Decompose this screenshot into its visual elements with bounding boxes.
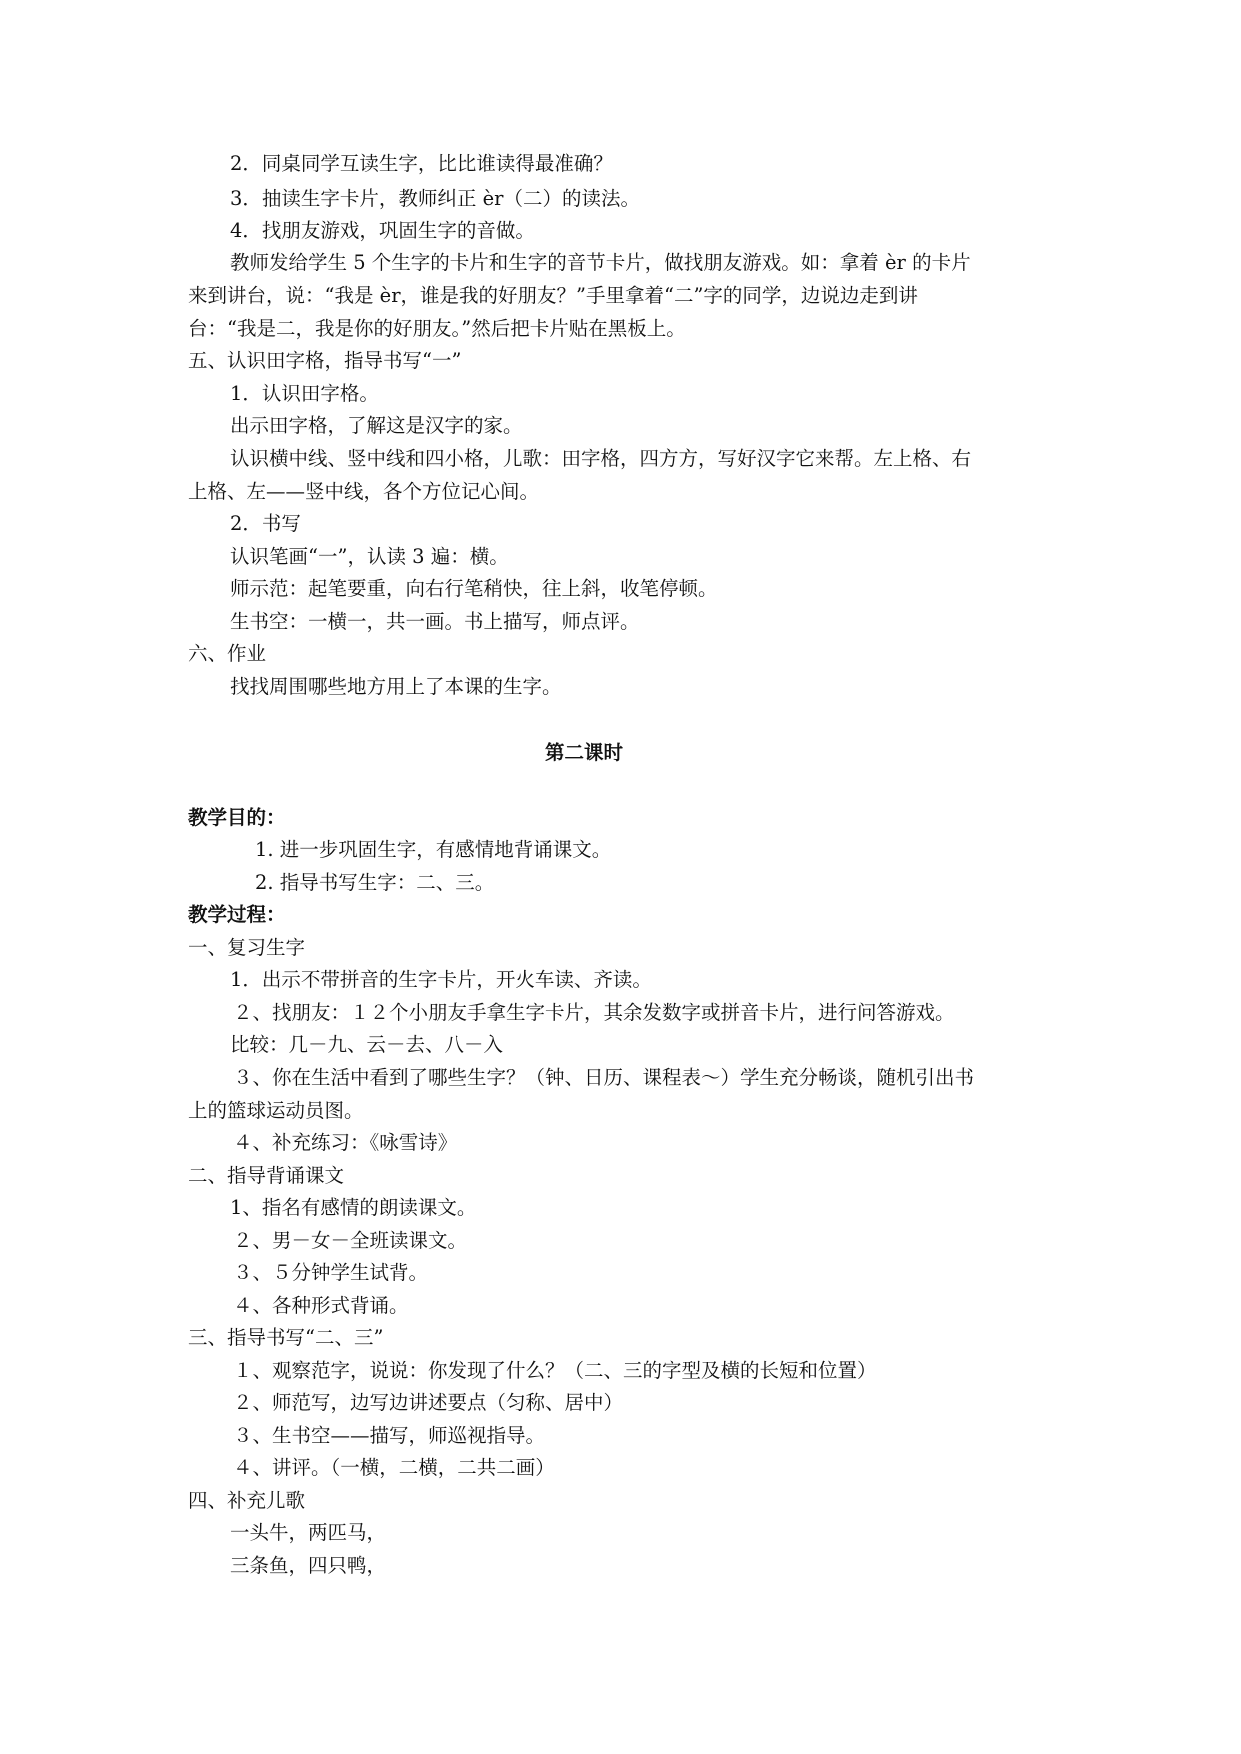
sub-1-show-grid: 出示田字格，了解这是汉字的家。	[230, 414, 523, 437]
lesson-2-title: 第二课时	[544, 741, 623, 764]
recite-item-4: ４、各种形式背诵。	[233, 1294, 409, 1317]
heading-6: 六、作业	[188, 642, 267, 665]
sub-1-grid: 1．认识田字格。	[230, 382, 379, 405]
game-paragraph-line-1: 教师发给学生 5 个生字的卡片和生字的音节卡片，做找朋友游戏。如：拿着 èr 的卡片	[230, 251, 971, 274]
recite-item-3: ３、５分钟学生试背。	[233, 1261, 429, 1284]
teaching-process-label: 教学过程：	[188, 903, 286, 926]
review-item-2: ２、找朋友：１２个小朋友手拿生字卡片，其余发数字或拼音卡片，进行问答游戏。	[233, 1001, 955, 1024]
process-heading-2: 二、指导背诵课文	[188, 1164, 345, 1187]
teaching-goal-label: 教学目的：	[188, 806, 286, 829]
process-heading-1: 一、复习生字	[188, 936, 306, 959]
item-4-friend-game: 4．找朋友游戏，巩固生字的音做。	[230, 219, 535, 242]
sub-1-rhyme-line-1: 认识横中线、竖中线和四小格，儿歌：田字格，四方方，写好汉字它来帮。左上格、右	[230, 447, 972, 470]
process-heading-3: 三、指导书写“二、三”	[188, 1326, 384, 1349]
sub-2-air-writing: 生书空：一横一，共一画。书上描写，师点评。	[230, 610, 640, 633]
item-3-card-reading: 3．抽读生字卡片，教师纠正 èr（二）的读法。	[230, 187, 640, 210]
review-item-1: 1．出示不带拼音的生字卡片，开火车读、齐读。	[230, 968, 652, 991]
review-item-3-line-1: ３、你在生活中看到了哪些生字？（钟、日历、课程表～）学生充分畅谈，随机引出书	[233, 1066, 975, 1089]
game-paragraph-line-2: 来到讲台，说：“我是 èr，谁是我的好朋友？”手里拿着“二”字的同学，边说边走到讲	[188, 284, 918, 307]
game-paragraph-line-3: 台：“我是二，我是你的好朋友。”然后把卡片贴在黑板上。	[188, 317, 686, 340]
recite-item-1: 1、指名有感情的朗读课文。	[230, 1196, 477, 1219]
process-heading-4: 四、补充儿歌	[188, 1489, 306, 1512]
review-item-4: ４、补充练习：《咏雪诗》	[233, 1131, 458, 1154]
write-item-3: ３、生书空——描写，师巡视指导。	[233, 1424, 546, 1447]
sub-2-writing: 2．书写	[230, 512, 301, 535]
rhyme-line-2: 三条鱼，四只鸭，	[230, 1554, 387, 1577]
heading-5: 五、认识田字格，指导书写“一”	[188, 349, 462, 372]
review-item-3-line-2: 上的篮球运动员图。	[188, 1099, 364, 1122]
sub-1-rhyme-line-2: 上格、左——竖中线，各个方位记心间。	[188, 480, 540, 503]
item-2-classmates-read: 2．同桌同学互读生字，比比谁读得最准确？	[230, 152, 613, 175]
homework-text: 找找周围哪些地方用上了本课的生字。	[230, 675, 562, 698]
goal-2: 2. 指导书写生字：二、三。	[255, 871, 495, 894]
sub-2-stroke: 认识笔画“一”，认读 3 遍：横。	[230, 545, 509, 568]
write-item-1: １、观察范字，说说：你发现了什么？（二、三的字型及横的长短和位置）	[233, 1359, 877, 1382]
goal-1: 1. 进一步巩固生字，有感情地背诵课文。	[255, 838, 612, 861]
rhyme-line-1: 一头牛，两匹马，	[230, 1521, 387, 1544]
write-item-4: ４、讲评。（一横，二横，二共二画）	[233, 1456, 555, 1479]
write-item-2: ２、师范写，边写边讲述要点（匀称、居中）	[233, 1391, 624, 1414]
sub-2-demo: 师示范：起笔要重，向右行笔稍快，往上斜，收笔停顿。	[230, 577, 718, 600]
review-compare: 比较：几－九、云－去、八－入	[230, 1033, 504, 1056]
recite-item-2: ２、男－女－全班读课文。	[233, 1229, 468, 1252]
